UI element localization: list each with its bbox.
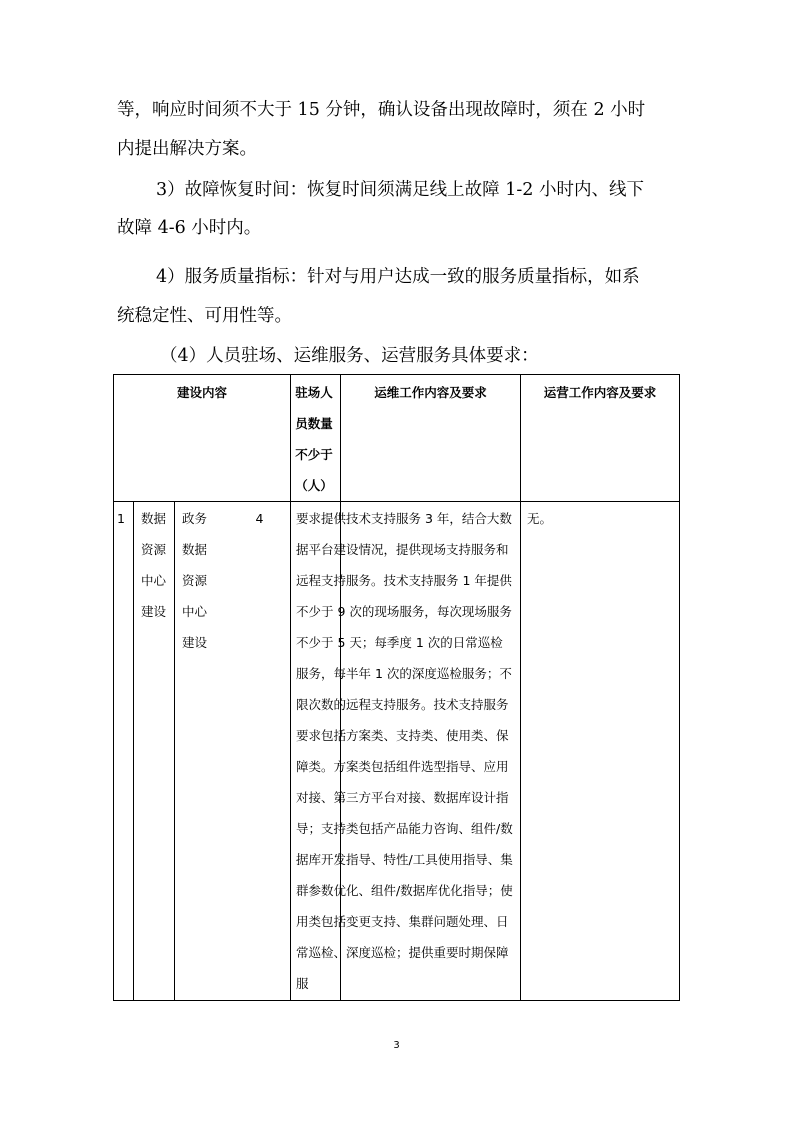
table-column-divider	[290, 374, 291, 1001]
table-border-top	[113, 374, 680, 375]
page-number: 3	[393, 1040, 400, 1051]
table-row-divider	[113, 501, 680, 502]
table-border-right	[679, 374, 680, 1001]
body-paragraph-line: 统稳定性、可用性等。	[117, 306, 292, 326]
table-column-divider	[174, 501, 175, 1001]
row-staff-count: 4	[255, 511, 264, 526]
row-index: 1	[117, 511, 125, 526]
table-column-divider	[133, 501, 134, 1001]
table-border-left	[113, 374, 114, 1001]
body-paragraph-line: 等，响应时间须不大于 15 分钟，确认设备出现故障时，须在 2 小时	[117, 100, 646, 120]
header-operation-requirements: 运营工作内容及要求	[543, 385, 657, 400]
body-paragraph-line: 故障 4-6 小时内。	[117, 218, 262, 238]
row-ops-requirements: 要求提供技术支持服务 3 年，结合大数据平台建设情况，提供现场支持服务和远程支持服务。技术支持服务 1 年提供不少于 9 次的现场服务，每次现场服务不少于 5 天；每季度 1 次的日常巡检服务，每半年 1 次的深度巡检服务；不限次数的远程支持服务。技术支持服务要求包括方案类、支持类、使用类、保障类。方案类包括组件选型指导、应用对接、第三方平台对接、数据库设计指导；支持类包括产品能力咨询、组件/数据库开发指导、特性/工具使用指导、集群参数优化、组件/数据库优化指导；使用类包括变更支持、集群问题处理、日常巡检、深度巡检；提供重要时期保障服	[296, 511, 513, 991]
row-subcategory: 政务数据资源中心建设	[182, 511, 208, 650]
header-staff-count: 驻场人员数量不少于（人）	[295, 385, 333, 493]
row-category: 数据资源中心建设	[141, 511, 167, 619]
body-paragraph-line: 3）故障恢复时间：恢复时间须满足线上故障 1-2 小时内、线下	[156, 180, 644, 200]
table-column-divider	[520, 374, 521, 1001]
requirements-table	[113, 374, 680, 1001]
table-border-bottom	[113, 1000, 680, 1001]
row-operation-requirements: 无。	[527, 511, 553, 526]
section-heading: （4）人员驻场、运维服务、运营服务具体要求：	[160, 346, 539, 366]
header-ops-requirements: 运维工作内容及要求	[374, 385, 487, 400]
header-construction: 建设内容	[176, 385, 227, 400]
body-paragraph-line: 内提出解决方案。	[117, 139, 257, 159]
body-paragraph-line: 4）服务质量指标：针对与用户达成一致的服务质量指标，如系	[156, 267, 640, 287]
